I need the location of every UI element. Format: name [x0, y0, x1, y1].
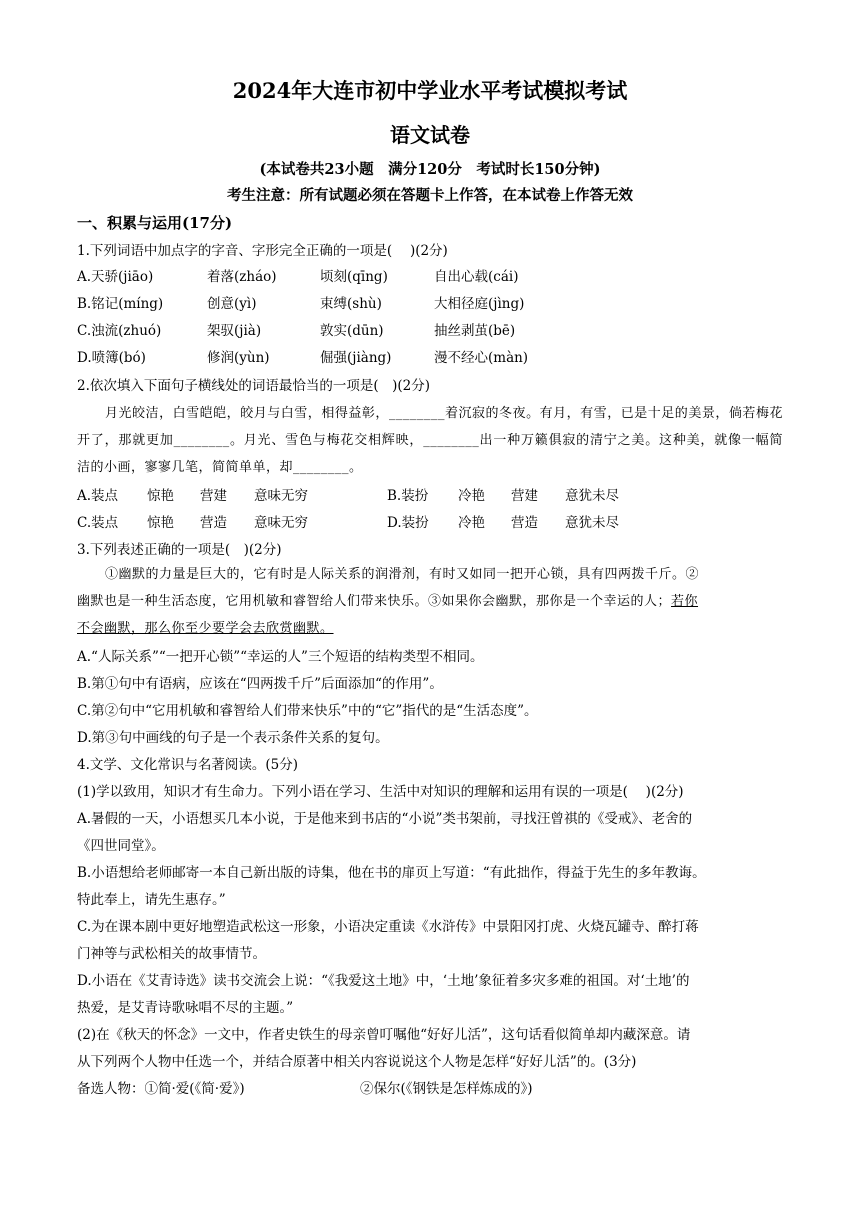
q3-option-b: B.第①句中有语病，应该在“四两拨千斤”后面添加“的作用”。 [77, 676, 443, 692]
q4-candidate-2: ②保尔(《钢铁是怎样炼成的》) [360, 1081, 533, 1097]
q2-word: 营建 [200, 488, 227, 504]
q1-cell: C.浊流(zhuó) [77, 323, 162, 339]
q1-cell: 倔强(jiàng) [320, 350, 392, 366]
q4-sub2-stem: (2)在《秋天的怀念》一文中，作者史铁生的母亲曾叮嘱他“好好儿活”，这句话看似简单却内藏深意。请 [77, 1027, 691, 1043]
q2-word: 冷艳 [458, 488, 485, 504]
q1-cell: 大相径庭(jìng) [434, 296, 525, 312]
q1-cell: 抽丝剥茧(bē) [434, 323, 516, 339]
exam-title: 2024年大连市初中学业水平考试模拟考试 [232, 78, 628, 103]
q4-sub1-stem: (1)学以致用，知识才有生命力。下列小语在学习、生活中对知识的理解和运用有误的一项是( )(2分) [77, 784, 684, 800]
q4-option-a: A.暑假的一天，小语想买几本小说，于是他来到书店的“小说”类书架前，寻找汪曾祺的《受戒》、老舍的 [77, 811, 693, 827]
q3-option-d: D.第③句中画线的句子是一个表示条件关系的复句。 [77, 730, 389, 746]
q3-option-c: C.第②句中“它用机敏和睿智给人们带来快乐”中的“它”指代的是“生活态度”。 [77, 703, 538, 719]
q2-word: 意味无穷 [254, 488, 308, 504]
q3-passage-line [77, 592, 698, 612]
question-4-stem: 4.文学、文化常识与名著阅读。(5分) [77, 757, 299, 773]
q3-option-a: A.“人际关系”“一把开心锁”“幸运的人”三个短语的结构类型不相同。 [77, 649, 484, 665]
q2-passage [77, 400, 783, 481]
blank-3: ________ [423, 433, 480, 448]
q4-sub2-stem-cont: 从下列两个人物中任选一个，并结合原著中相关内容说说这个人物是怎样“好好儿活”的。(3分) [77, 1054, 637, 1070]
q1-cell: 创意(yì) [207, 296, 257, 312]
q1-cell: D.喷簿(bó) [77, 350, 146, 366]
q4-option-b: B.小语想给老师邮寄一本自己新出版的诗集，他在书的扉页上写道：“有此拙作，得益于先生的多年教诲。 [77, 865, 706, 881]
exam-info: (本试卷共23小题 满分120分 考试时长150分钟) [259, 161, 601, 178]
q2-word: 意犹未尽 [565, 515, 619, 531]
q2-option-row [77, 513, 797, 533]
q3-underlined-sentence: 不会幽默，那么你至少要学会去欣赏幽默。 [77, 621, 334, 636]
q2-word: 意味无穷 [254, 515, 308, 531]
q3-underlined-text: 若你 [671, 594, 699, 609]
q1-cell: 架驭(jià) [207, 323, 262, 339]
q2-text: 。 [349, 460, 363, 475]
blank-4: ________ [293, 460, 350, 475]
q2-text: 月光皎洁，白雪皑皑，皎月与白雪，相得益彰， [105, 406, 389, 421]
q2-word: 意犹未尽 [565, 488, 619, 504]
q2-text: 着沉寂的冬夜。有月，有雪，已是十足的美 [444, 406, 702, 421]
q2-option: D.装扮 [387, 515, 429, 531]
q2-word: 冷艳 [458, 515, 485, 531]
q3-text: 幽默也是一种生活态度，它用机敏和睿智给人们带来快乐。③如果你会幽默，那你是一个幸运的人； [77, 594, 672, 609]
q1-cell: 漫不经心(màn) [434, 350, 529, 366]
q2-word: 营造 [200, 515, 227, 531]
q2-option: A.装点 [77, 488, 119, 504]
q2-option: B.装扮 [387, 488, 429, 504]
q2-text: 景，倘若梅花开了，那就更加 [77, 406, 783, 448]
q4-option-d: D.小语在《艾青诗选》读书交流会上说：“《我爱这土地》中，‘土地’象征着多灾多难的祖国。对‘土地’的 [77, 973, 690, 989]
q2-word: 营造 [511, 515, 538, 531]
q1-cell: 敦实(dūn) [320, 323, 384, 339]
q1-option-row [77, 348, 797, 368]
q2-word: 惊艳 [147, 515, 174, 531]
subject-title: 语文试卷 [390, 123, 470, 147]
section-title: 一、积累与运用(17分) [77, 214, 233, 232]
q1-cell: 自出心载(cái) [434, 269, 519, 285]
q2-word: 营建 [511, 488, 538, 504]
question-3-stem: 3.下列表述正确的一项是( )(2分) [77, 542, 282, 558]
q2-text: 出一种万籁俱寂的清宁之 [479, 433, 632, 448]
q3-passage-line: ①幽默的力量是巨大的，它有时是人际关系的润滑剂，有时又如同一把开心锁，具有四两拨千斤。② [105, 567, 700, 582]
q1-option-row [77, 294, 797, 314]
q1-cell: 着落(zháo) [207, 269, 277, 285]
question-2-stem: 2.依次填入下面句子横线处的词语最恰当的一项是( )(2分) [77, 378, 431, 394]
q2-option-row [77, 486, 797, 506]
q2-word: 惊艳 [147, 488, 174, 504]
q4-option-a-cont: 《四世同堂》。 [77, 838, 165, 854]
q4-option-c-cont: 门神等与武松相关的故事情节。 [77, 946, 266, 962]
blank-1: ________ [388, 406, 445, 421]
q1-cell: B.铭记(míng) [77, 296, 164, 312]
q4-option-d-cont: 热爱，是艾青诗歌咏唱不尽的主题。” [77, 1000, 294, 1016]
exam-notice: 考生注意：所有试题必须在答题卡上作答，在本试卷上作答无效 [227, 187, 633, 204]
q1-cell: A.天骄(jiāo) [77, 269, 154, 285]
q4-option-c: C.为在课本剧中更好地塑造武松这一形象，小语决定重读《水浒传》中景阳冈打虎、火烧瓦罐寺、醉打蒋 [77, 919, 699, 935]
q1-cell: 顷刻(qīng) [320, 269, 388, 285]
q1-cell: 束缚(shù) [320, 296, 382, 312]
q1-option-row [77, 321, 797, 341]
q2-option: C.装点 [77, 515, 119, 531]
q2-text: 。月光、雪色与梅花交相辉映， [229, 433, 424, 448]
question-1-stem: 1.下列词语中加点字的字音、字形完全正确的一项是( )(2分) [77, 243, 448, 259]
q4-option-b-cont: 特此奉上，请先生惠存。” [77, 892, 226, 908]
q1-cell: 修润(yùn) [207, 350, 270, 366]
q1-option-row [77, 267, 797, 287]
q4-candidate-1: 备选人物：①简·爱(《简·爱》) [77, 1081, 245, 1097]
blank-2: ________ [173, 433, 230, 448]
q2-text: 美。这种美，就像一幅简洁的小画，寥寥几笔，简简单单，却 [77, 433, 783, 475]
